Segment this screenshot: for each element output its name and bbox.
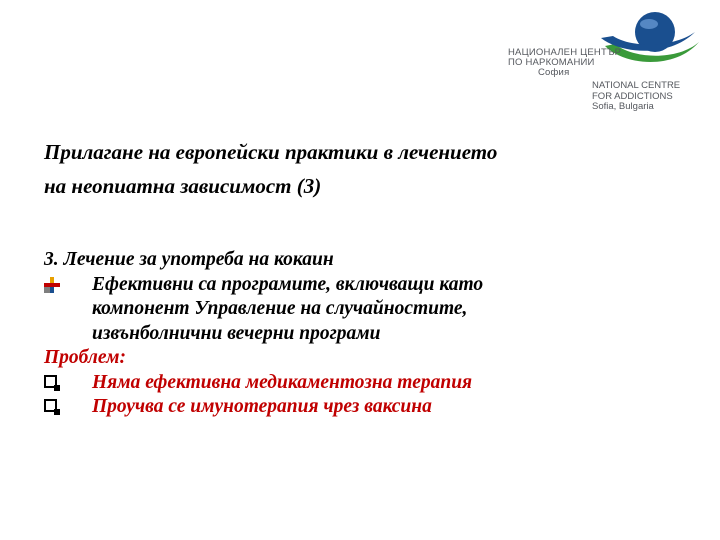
bullet-line-1: Ефективни са програмите, включващи като <box>92 273 484 295</box>
bullet-line-3: извънболнични вечерни програми <box>92 322 381 344</box>
logo-bg-line2: ПО НАРКОМАНИИ <box>508 57 595 68</box>
problem-item-1-text: Няма ефективна медикаментозна терапия <box>92 371 473 393</box>
logo-bg-line1: НАЦИОНАЛЕН ЦЕНТЪР <box>508 47 622 58</box>
problem-label: Проблем: <box>44 347 126 368</box>
problem-item-1 <box>44 371 684 396</box>
logo-text-english <box>592 81 680 113</box>
problem-item-2-text: Проучва се имунотерапия чрез ваксина <box>92 396 432 417</box>
logo-text-bulgarian <box>508 48 621 78</box>
bullet-item <box>44 273 684 347</box>
logo-en-city: Sofia, Bulgaria <box>592 101 654 112</box>
logo-en-line2: FOR ADDICTIONS <box>592 90 673 102</box>
slide-content <box>44 248 684 420</box>
slide-title <box>44 135 684 203</box>
checkbox-bullet-icon <box>44 375 57 388</box>
organization-logo <box>500 8 715 118</box>
title-line-2: на неопиатна зависимост (3) <box>44 174 322 198</box>
multicolor-square-bullet-icon <box>44 277 60 293</box>
title-line-1: Прилагане на европейски практики в лечението <box>44 140 498 164</box>
checkbox-bullet-icon <box>44 399 57 412</box>
logo-en-line1: NATIONAL CENTRE <box>592 80 681 91</box>
logo-bg-city: София <box>538 67 570 78</box>
problem-item-2 <box>44 395 684 420</box>
bullet-line-2: компонент Управление на случайностите, <box>92 298 468 319</box>
section-heading: 3. Лечение за употреба на кокаин <box>44 249 334 270</box>
